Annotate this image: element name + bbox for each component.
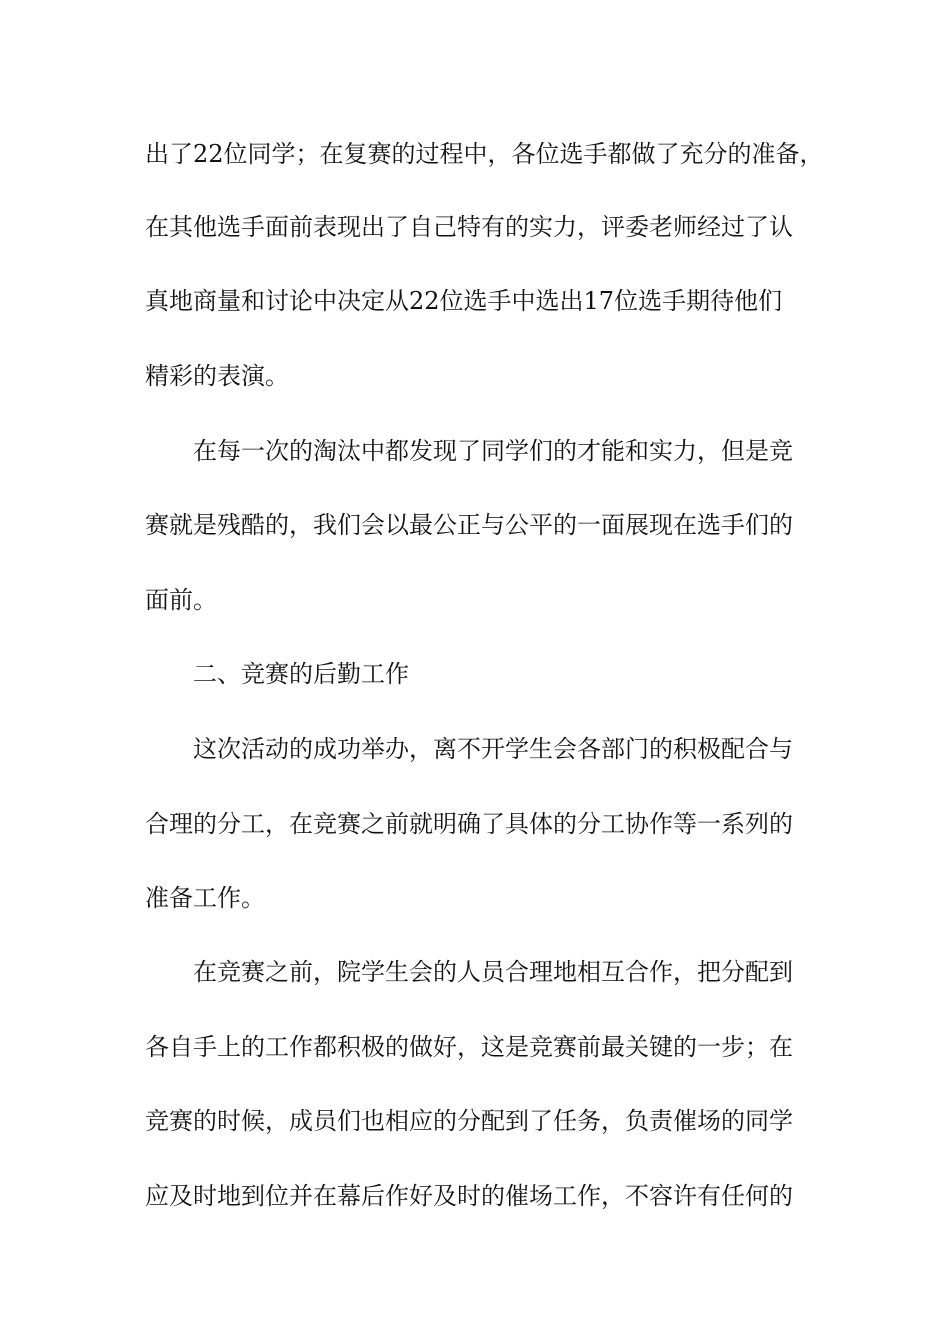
section-heading: 二、竞赛的后勤工作 <box>193 660 409 688</box>
paragraph-line: 出了22位同学；在复赛的过程中，各位选手都做了充分的准备， <box>145 140 824 168</box>
paragraph-line: 在每一次的淘汰中都发现了同学们的才能和实力，但是竞 <box>193 437 793 465</box>
paragraph-line: 在其他选手面前表现出了自己特有的实力，评委老师经过了认 <box>145 213 793 241</box>
paragraph-line: 竞赛的时候，成员们也相应的分配到了任务，负责催场的同学 <box>145 1107 793 1135</box>
paragraph-line: 在竞赛之前，院学生会的人员合理地相互合作，把分配到 <box>193 958 793 986</box>
paragraph-line: 赛就是残酷的，我们会以最公正与公平的一面展现在选手们的 <box>145 511 793 539</box>
paragraph-line: 面前。 <box>145 586 217 614</box>
paragraph-line: 精彩的表演。 <box>145 362 289 390</box>
paragraph-line: 合理的分工，在竞赛之前就明确了具体的分工协作等一系列的 <box>145 810 793 838</box>
paragraph-line: 准备工作。 <box>145 884 265 912</box>
paragraph-line: 应及时地到位并在幕后作好及时的催场工作，不容许有任何的 <box>145 1182 793 1210</box>
paragraph-line: 各自手上的工作都积极的做好，这是竞赛前最关键的一步；在 <box>145 1033 793 1061</box>
paragraph-line: 这次活动的成功举办，离不开学生会各部门的积极配合与 <box>193 735 793 763</box>
paragraph-line: 真地商量和讨论中决定从22位选手中选出17位选手期待他们 <box>145 287 783 315</box>
